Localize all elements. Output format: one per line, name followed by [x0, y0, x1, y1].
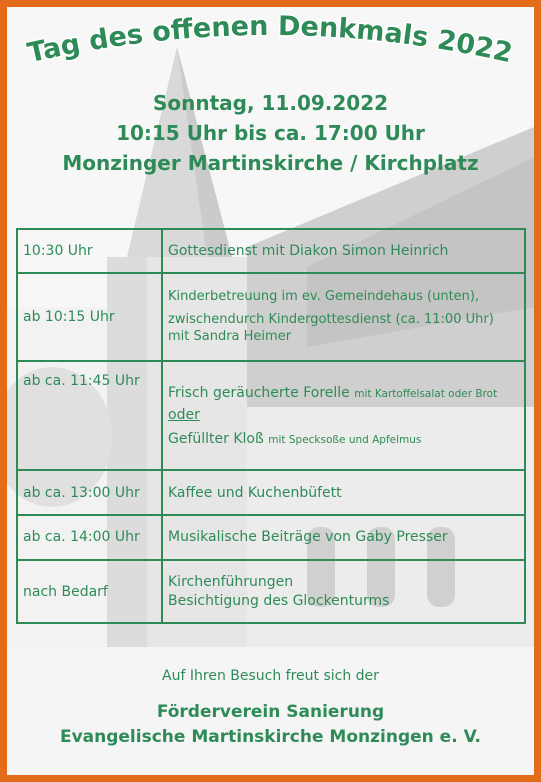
title-arc — [7, 7, 534, 97]
page-title: Tag des offenen Denkmals 2022 — [24, 10, 516, 70]
schedule-description — [162, 361, 525, 470]
schedule-description — [162, 560, 525, 623]
schedule-description — [162, 229, 525, 273]
food-option-dumpling: Gefüllter Kloß — [168, 430, 264, 447]
event-location: Monzinger Martinskirche / Kirchplatz — [62, 151, 479, 175]
schedule-time: nach Bedarf — [17, 560, 162, 623]
food-option-dumpling-side: mit Specksoße und Apfelmus — [268, 433, 422, 446]
table-row — [17, 515, 525, 560]
schedule-description — [162, 470, 525, 514]
event-time: 10:15 Uhr bis ca. 17:00 Uhr — [116, 121, 425, 145]
footer-invite: Auf Ihren Besuch freut sich der — [162, 668, 379, 684]
schedule-description — [162, 515, 525, 560]
schedule-description — [162, 273, 525, 361]
schedule-line: Kaffee und Kuchenbüfett — [168, 484, 342, 501]
schedule-time: ab ca. 13:00 Uhr — [17, 470, 162, 514]
schedule-line: Kinderbetreuung im ev. Gemeindehaus (unten), — [168, 289, 480, 305]
schedule-line: Kirchenführungen — [168, 574, 294, 591]
table-row — [17, 361, 525, 470]
schedule-time: ab ca. 14:00 Uhr — [17, 515, 162, 560]
footer-organization-line2: Evangelische Martinskirche Monzingen e. V. — [59, 727, 482, 747]
schedule-table — [16, 228, 526, 624]
schedule-line: zwischendurch Kindergottesdienst (ca. 11:00 Uhr) — [168, 311, 494, 327]
schedule-line: Musikalische Beiträge von Gaby Presser — [168, 529, 448, 546]
schedule-line: mit Sandra Heimer — [168, 328, 292, 344]
table-row — [17, 470, 525, 514]
schedule-line: Gottesdienst mit Diakon Simon Heinrich — [168, 243, 449, 260]
schedule-time: ab 10:15 Uhr — [17, 273, 162, 361]
schedule-time: ab ca. 11:45 Uhr — [17, 361, 162, 470]
table-row — [17, 229, 525, 273]
table-row — [17, 273, 525, 361]
schedule-time: 10:30 Uhr — [17, 229, 162, 273]
footer-organization-line1: Förderverein Sanierung — [156, 702, 385, 722]
svg-text:Tag des offenen Denkmals 2022 — [25, 11, 515, 69]
table-row — [17, 560, 525, 623]
event-date: Sonntag, 11.09.2022 — [152, 91, 389, 115]
schedule-line: Besichtigung des Glockenturms — [168, 592, 390, 609]
food-option-trout-side: mit Kartoffelsalat oder Brot — [354, 387, 498, 400]
or-connector: oder — [168, 406, 200, 423]
food-option-trout: Frisch geräucherte Forelle — [168, 384, 350, 401]
